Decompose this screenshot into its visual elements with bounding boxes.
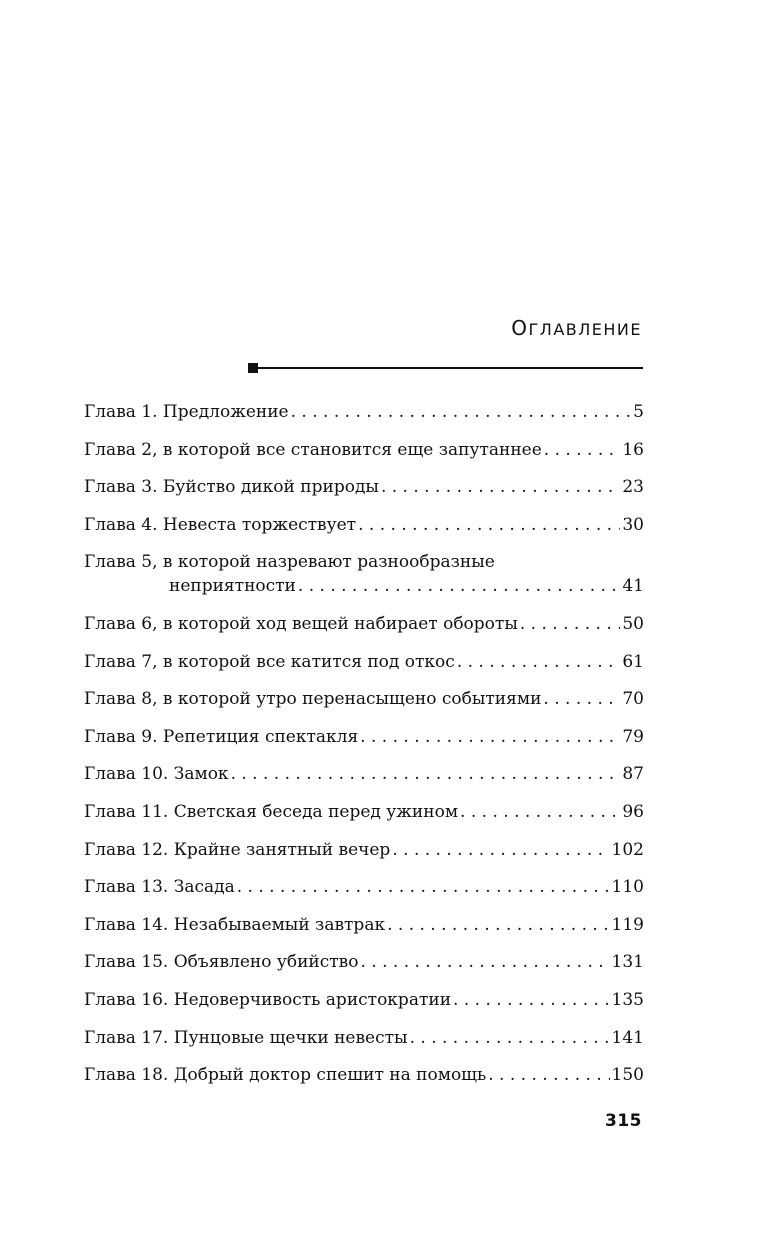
dot-leader	[360, 950, 609, 974]
dot-leader	[453, 988, 610, 1012]
toc-entry-8[interactable]	[84, 687, 644, 711]
dot-leader	[544, 438, 621, 462]
toc-entry-title: Глава 10. Замок	[84, 764, 229, 785]
toc-entry-title: Глава 4. Невеста торжествует	[84, 514, 357, 535]
toc-entry-page: 141	[611, 1027, 644, 1048]
toc-entry-title-line1: Глава 5, в которой назревают разнообразные	[84, 552, 495, 573]
dot-leader	[410, 1026, 610, 1050]
toc-entry-page: 150	[611, 1065, 644, 1086]
dot-leader	[488, 1063, 609, 1087]
toc-entry-page: 50	[622, 613, 644, 634]
dot-leader	[358, 513, 620, 537]
dot-leader	[460, 800, 620, 824]
toc-entry-14[interactable]	[84, 913, 644, 937]
toc-entry-title: Глава 16. Недоверчивость аристократии	[84, 989, 452, 1010]
toc-entry-6[interactable]	[84, 612, 644, 636]
toc-entry-page: 70	[622, 689, 644, 710]
toc-entry-5[interactable]	[84, 550, 644, 598]
toc-entry-3[interactable]	[84, 475, 644, 499]
toc-entry-page: 110	[611, 877, 644, 898]
toc-entry-title: Глава 8, в которой утро перенасыщено событиями	[84, 689, 542, 710]
toc-entry-17[interactable]	[84, 1026, 644, 1050]
page-title	[0, 316, 642, 340]
toc-entry-page: 61	[622, 651, 644, 672]
toc-entry-page: 5	[633, 402, 644, 422]
toc-entry-title: Глава 13. Засада	[84, 877, 235, 898]
toc-entry-9[interactable]	[84, 725, 644, 749]
toc-entry-title: Глава 2, в которой все становится еще запутаннее	[84, 439, 542, 460]
table-of-contents	[84, 400, 644, 1101]
toc-entry-title: Глава 6, в которой ход вещей набирает обороты	[84, 613, 518, 634]
dot-leader	[237, 875, 610, 899]
toc-entry-page: 16	[622, 439, 644, 460]
toc-entry-13[interactable]	[84, 875, 644, 899]
toc-entry-title: Глава 18. Добрый доктор спешит на помощь	[84, 1065, 487, 1086]
toc-entry-4[interactable]	[84, 513, 644, 537]
title-rule	[248, 362, 643, 374]
dot-leader	[291, 400, 632, 424]
dot-leader	[387, 913, 609, 937]
toc-entry-page: 79	[622, 726, 644, 747]
toc-entry-1[interactable]	[84, 400, 644, 424]
toc-entry-7[interactable]	[84, 650, 644, 674]
toc-entry-title: Глава 7, в которой все катится под откос	[84, 651, 455, 672]
toc-entry-title: Глава 3. Буйство дикой природы	[84, 477, 379, 498]
page-title-rest: ГЛАВЛЕНИЕ	[528, 320, 642, 339]
toc-entry-title: Глава 15. Объявлено убийство	[84, 952, 359, 973]
toc-entry-11[interactable]	[84, 800, 644, 824]
toc-entry-title-line2: неприятности	[169, 576, 296, 597]
dot-leader	[298, 574, 620, 598]
toc-entry-page: 41	[622, 576, 644, 597]
horizontal-rule	[258, 367, 643, 369]
page-title-initial: О	[511, 316, 529, 340]
toc-entry-18[interactable]	[84, 1063, 644, 1087]
dot-leader	[520, 612, 621, 636]
square-bullet-icon	[248, 363, 258, 373]
toc-entry-page: 102	[611, 839, 644, 860]
dot-leader	[381, 475, 620, 499]
dot-leader	[231, 762, 621, 786]
toc-entry-title: Глава 14. Незабываемый завтрак	[84, 914, 386, 935]
toc-entry-12[interactable]	[84, 838, 644, 862]
toc-entry-2[interactable]	[84, 438, 644, 462]
toc-entry-10[interactable]	[84, 762, 644, 786]
toc-entry-page: 87	[622, 764, 644, 785]
toc-entry-title: Глава 12. Крайне занятный вечер	[84, 839, 391, 860]
page-number: 315	[605, 1111, 642, 1131]
toc-entry-page: 96	[622, 801, 644, 822]
toc-entry-page: 135	[611, 989, 644, 1010]
toc-entry-page: 23	[622, 477, 644, 498]
toc-entry-15[interactable]	[84, 950, 644, 974]
toc-entry-title: Глава 9. Репетиция спектакля	[84, 726, 359, 747]
dot-leader	[543, 687, 620, 711]
toc-entry-title: Глава 1. Предложение	[84, 402, 289, 422]
toc-entry-title: Глава 11. Светская беседа перед ужином	[84, 801, 459, 822]
toc-entry-page: 30	[622, 514, 644, 535]
dot-leader	[392, 838, 609, 862]
toc-entry-page: 131	[611, 952, 644, 973]
dot-leader	[360, 725, 620, 749]
toc-entry-page: 119	[611, 914, 644, 935]
toc-entry-16[interactable]	[84, 988, 644, 1012]
dot-leader	[457, 650, 621, 674]
toc-entry-title: Глава 17. Пунцовые щечки невесты	[84, 1027, 408, 1048]
